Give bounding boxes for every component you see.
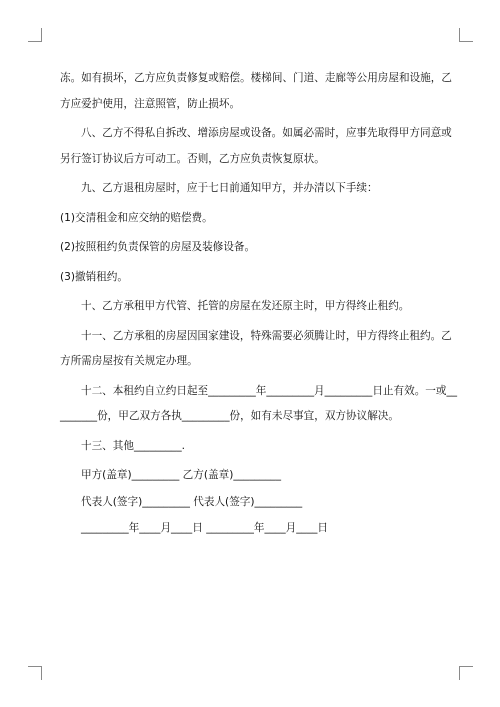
clause-9-item-3: (3)撤销租约。 [60, 270, 128, 283]
corner-mark-bottom-right [459, 666, 473, 680]
clause-9-heading: 九、乙方退租房屋时，应于七日前通知甲方，并办清以下手续： [81, 182, 378, 194]
clause-9-item-2: (2)按照租约负责保管的房屋及装修设备。 [60, 241, 256, 253]
clause-7-continued-line-2: 方应爱护使用，注意照管，防止损坏。 [60, 97, 241, 110]
clause-12-line-2: _______份，甲乙双方各执_________份，如有未尽事宜，双方协议解决。 [60, 410, 399, 422]
representative-signature-line: 代表人(签字)_________ 代表人(签字)_________ [81, 495, 303, 508]
party-seal-line: 甲方(盖章)_________ 乙方(盖章)_________ [81, 469, 281, 481]
clause-11-line-1: 十一、乙方承租的房屋因国家建设，特殊需要必须腾让时，甲方得终止租约。乙 [81, 329, 452, 342]
clause-11-line-2: 方所需房屋按有关规定办理。 [60, 355, 198, 367]
corner-mark-bottom-left [28, 666, 42, 680]
clause-8-line-1: 八、乙方不得私自拆改、增添房屋或设备。如属必需时，应事先取得甲方同意或 [81, 127, 452, 139]
clause-8-line-2: 另行签订协议后方可动工。否则，乙方应负责恢复原状。 [60, 152, 325, 165]
clause-12-line-1: 十二、本租约自立约日起至_________年_________月_________日止有效。一或__ [81, 384, 458, 397]
clause-9-item-1: (1)交清租金和应交纳的赔偿费。 [60, 211, 213, 224]
document-body [60, 66, 458, 543]
clause-7-continued-line-1: 冻。如有损坏，乙方应负责修复或赔偿。楼梯间、门道、走廊等公用房屋和设施，乙 [60, 72, 452, 84]
corner-mark-top-right [459, 28, 473, 42]
clause-10: 十、乙方承租甲方代管、托管的房屋在发还原主时，甲方得终止租约。 [81, 300, 410, 312]
corner-mark-top-left [28, 28, 42, 42]
clause-13: 十三、其他_________. [81, 439, 186, 452]
date-line: _________年____月____日 _________年____月____日 [81, 522, 329, 534]
